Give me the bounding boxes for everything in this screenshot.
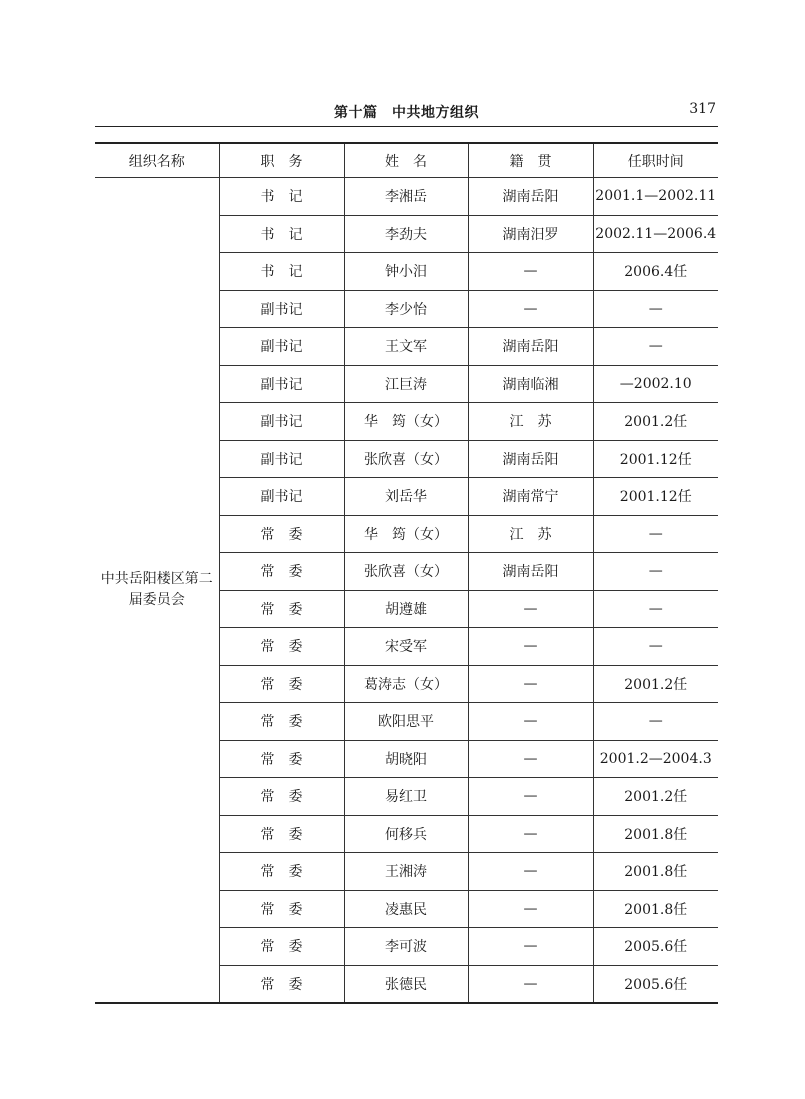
native-place-cell: — (468, 853, 593, 891)
position-cell: 书 记 (219, 253, 344, 291)
term-cell: 2001.8任 (593, 853, 718, 891)
person-name-cell: 张欣喜（女） (344, 553, 468, 591)
column-header-organization: 组织名称 (95, 143, 219, 178)
position-cell: 常 委 (219, 853, 344, 891)
term-cell: 2002.11—2006.4 (593, 215, 718, 253)
native-place-cell: — (468, 628, 593, 666)
person-name-cell: 张欣喜（女） (344, 440, 468, 478)
chapter-title: 第十篇 中共地方组织 (334, 105, 479, 121)
term-cell: 2001.12任 (593, 478, 718, 516)
table-row (95, 178, 718, 216)
native-place-cell: 江 苏 (468, 403, 593, 441)
person-name-cell: 李可波 (344, 928, 468, 966)
term-cell: — (593, 703, 718, 741)
native-place-cell: — (468, 928, 593, 966)
position-cell: 常 委 (219, 665, 344, 703)
term-cell: — (593, 590, 718, 628)
term-cell: — (593, 628, 718, 666)
native-place-cell: — (468, 703, 593, 741)
person-name-cell: 李少怡 (344, 290, 468, 328)
position-cell: 常 委 (219, 778, 344, 816)
position-cell: 常 委 (219, 965, 344, 1003)
column-header-term: 任职时间 (593, 143, 718, 178)
native-place-cell: — (468, 590, 593, 628)
term-cell: —2002.10 (593, 365, 718, 403)
position-cell: 常 委 (219, 628, 344, 666)
native-place-cell: — (468, 290, 593, 328)
person-name-cell: 李湘岳 (344, 178, 468, 216)
column-header-native-place: 籍 贯 (468, 143, 593, 178)
person-name-cell: 何移兵 (344, 815, 468, 853)
native-place-cell: 湖南岳阳 (468, 328, 593, 366)
person-name-cell: 胡晓阳 (344, 740, 468, 778)
position-cell: 副书记 (219, 290, 344, 328)
native-place-cell: 湖南常宁 (468, 478, 593, 516)
person-name-cell: 葛涛志（女） (344, 665, 468, 703)
person-name-cell: 宋受军 (344, 628, 468, 666)
native-place-cell: — (468, 890, 593, 928)
person-name-cell: 胡遵雄 (344, 590, 468, 628)
person-name-cell: 华 筠（女） (344, 403, 468, 441)
term-cell: 2001.2—2004.3 (593, 740, 718, 778)
person-name-cell: 李劲夫 (344, 215, 468, 253)
term-cell: 2005.6任 (593, 965, 718, 1003)
person-name-cell: 刘岳华 (344, 478, 468, 516)
position-cell: 常 委 (219, 703, 344, 741)
position-cell: 书 记 (219, 215, 344, 253)
person-name-cell: 易红卫 (344, 778, 468, 816)
committee-roster-table (95, 142, 718, 1004)
native-place-cell: — (468, 778, 593, 816)
term-cell: 2006.4任 (593, 253, 718, 291)
person-name-cell: 王文军 (344, 328, 468, 366)
native-place-cell: 湖南岳阳 (468, 440, 593, 478)
native-place-cell: — (468, 253, 593, 291)
column-header-position: 职 务 (219, 143, 344, 178)
column-header-name: 姓 名 (344, 143, 468, 178)
position-cell: 副书记 (219, 328, 344, 366)
position-cell: 书 记 (219, 178, 344, 216)
position-cell: 副书记 (219, 440, 344, 478)
term-cell: — (593, 290, 718, 328)
term-cell: 2001.2任 (593, 665, 718, 703)
term-cell: 2001.12任 (593, 440, 718, 478)
person-name-cell: 王湘涛 (344, 853, 468, 891)
position-cell: 常 委 (219, 740, 344, 778)
native-place-cell: — (468, 665, 593, 703)
person-name-cell: 凌惠民 (344, 890, 468, 928)
term-cell: — (593, 328, 718, 366)
native-place-cell: 湖南临湘 (468, 365, 593, 403)
person-name-cell: 华 筠（女） (344, 515, 468, 553)
position-cell: 副书记 (219, 403, 344, 441)
native-place-cell: 湖南汨罗 (468, 215, 593, 253)
position-cell: 常 委 (219, 890, 344, 928)
table-header-row (95, 143, 718, 178)
term-cell: 2001.1—2002.11 (593, 178, 718, 216)
person-name-cell: 欧阳思平 (344, 703, 468, 741)
native-place-cell: 湖南岳阳 (468, 553, 593, 591)
position-cell: 副书记 (219, 365, 344, 403)
organization-name-cell: 中共岳阳楼区第二届委员会 (95, 178, 219, 1004)
position-cell: 常 委 (219, 928, 344, 966)
page-number: 317 (689, 101, 716, 117)
term-cell: 2001.2任 (593, 778, 718, 816)
term-cell: 2001.8任 (593, 815, 718, 853)
person-name-cell: 张德民 (344, 965, 468, 1003)
term-cell: — (593, 553, 718, 591)
term-cell: 2001.8任 (593, 890, 718, 928)
position-cell: 常 委 (219, 590, 344, 628)
native-place-cell: 江 苏 (468, 515, 593, 553)
position-cell: 副书记 (219, 478, 344, 516)
term-cell: 2005.6任 (593, 928, 718, 966)
term-cell: 2001.2任 (593, 403, 718, 441)
native-place-cell: — (468, 965, 593, 1003)
native-place-cell: — (468, 740, 593, 778)
person-name-cell: 钟小汨 (344, 253, 468, 291)
person-name-cell: 江巨涛 (344, 365, 468, 403)
running-header (95, 96, 718, 127)
position-cell: 常 委 (219, 515, 344, 553)
native-place-cell: — (468, 815, 593, 853)
position-cell: 常 委 (219, 815, 344, 853)
term-cell: — (593, 515, 718, 553)
native-place-cell: 湖南岳阳 (468, 178, 593, 216)
position-cell: 常 委 (219, 553, 344, 591)
